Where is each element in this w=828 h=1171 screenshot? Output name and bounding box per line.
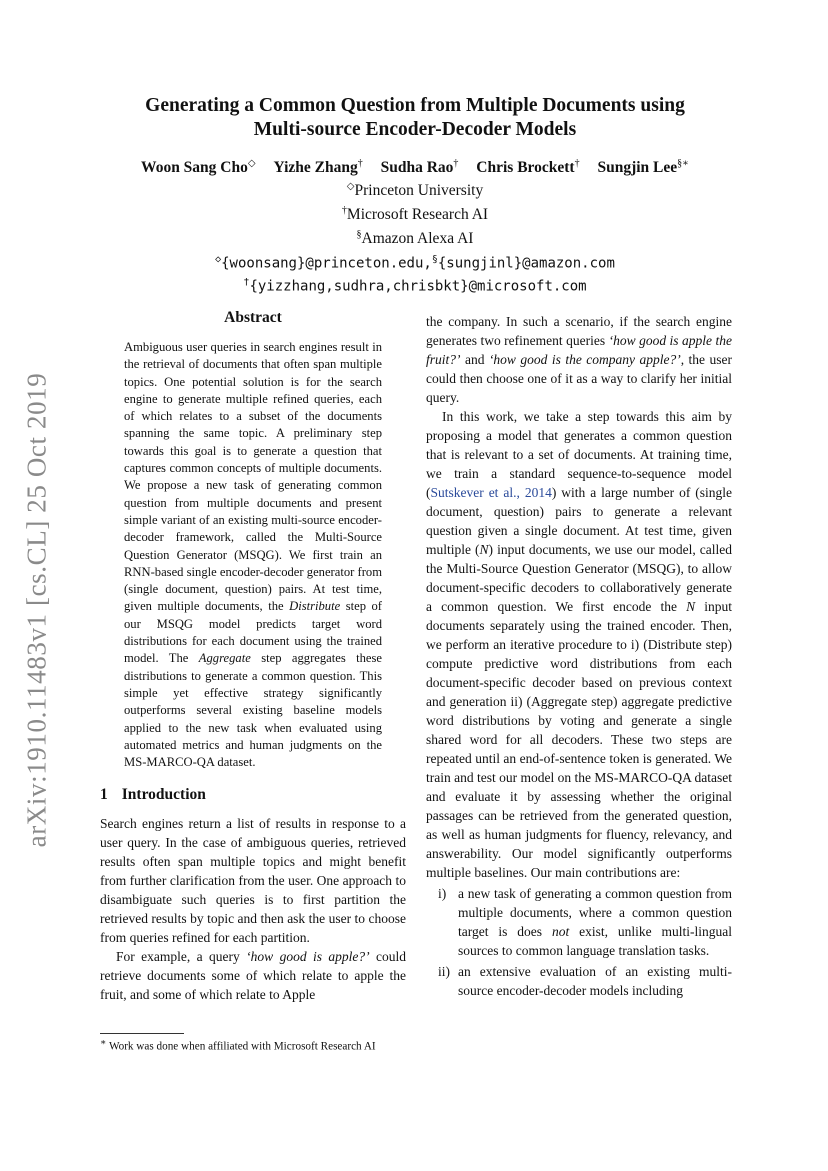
right-paragraph-1: the company. In such a scenario, if the search engine generates two refinement queries ‘how good is apple the fruit?’ and ‘how good is the company apple?’, the user could then choose one of it as a way to clarify her initial query.: [426, 314, 733, 405]
section-heading-introduction: 1 Introduction: [100, 786, 206, 804]
author: Sungjin Lee§∗: [597, 158, 689, 177]
paper-title: [100, 94, 730, 142]
arxiv-identifier: arXiv:1910.11483v1 [cs.CL] 25 Oct 2019: [21, 372, 52, 848]
intro-paragraph-2: For example, a query ‘how good is apple?’ could retrieve documents some of which relate to apple the fruit, and some of which relate to Apple: [100, 949, 406, 1003]
author: Woon Sang Cho◇: [141, 158, 256, 177]
paper-header: [100, 94, 730, 297]
author: Sudha Rao†: [380, 158, 459, 177]
footnote: ∗ Work was done when affiliated with Microsoft Research AI: [100, 1038, 376, 1053]
right-paragraph-2: In this work, we take a step towards this aim by proposing a model that generates a common question that is relevant to a set of documents. At training time, we train a standard sequence-to-sequence model (Sutskever et al., 2014) with a large number of (single document, question) pairs to generate a relevant question given a single document. At test time, given multiple (N) input documents, we use our model, called the Multi-Source Question Generator (MSQG), to allow document-specific decoders to collaboratively generate a common question. We first encode the N input documents separately using the trained encoder. Then, we perform an iterative procedure to i) (Distribute step) compute predictive word distributions from each document-specific decoder based on previous context and generation ii) (Aggregate step) aggregate predictive word distributions by voting and generate a single shared word for all decoders. These two steps are repeated until an end-of-sentence token is generated. We train and test our model on the MS-MARCO-QA dataset and evaluate it by assessing whether the original passages can be retrieved from the generated question, as well as human judgments for fluency, relevancy, and answerability. Our model significantly outperforms multiple baselines. Our main contributions are:: [426, 409, 733, 880]
citation-link[interactable]: Sutskever et al., 2014: [430, 485, 552, 500]
list-item: i) a new task of generating a common question from multiple documents, where a common question target is does not exist, unlike multi-lingual sources to common language translation tasks.: [438, 886, 732, 958]
author-list: [100, 158, 730, 177]
title-line-1: Generating a Common Question from Multiple Documents using: [145, 95, 685, 116]
abstract-text: Ambiguous user queries in search engines result in the retrieval of documents that often span multiple topics. One potential solution is for the search engine to generate multiple refined queries, each of which relates to a subset of the documents spanning the same topic. A preliminary step towards this goal is to generate a question that captures common concepts of multiple documents. We propose a new task of generating common question from multiple documents and present simple variant of an existing multi-source encoder-decoder framework, called the Multi-Source Question Generator (MSQG). We first train an RNN-based single encoder-decoder generator from (single document, question) pairs. At test time, given multiple documents, the Distribute step of our MSQG model predicts target word distributions for each document using the trained model. The Aggregate step aggregates these distributions to generate a common question. This simple yet effective strategy significantly outperforms several existing baseline models applied to the new task when evaluated using automated metrics and human judgments on the MS-MARCO-QA dataset.: [124, 340, 383, 770]
intro-paragraph-1: Search engines return a list of results in response to a user query. In the case of ambiguous queries, retrieved results often span multiple topics and might benefit from further clarification from the user. One approach to disambiguate such queries is to first partition the retrieved results by topic and then ask the user to choose from queries refined for each partition.: [100, 816, 406, 946]
contribution-list: [426, 884, 732, 1000]
email-line-2: †{yizzhang,sudhra,chrisbkt}@microsoft.com: [243, 277, 587, 295]
list-item: ii) an extensive evaluation of an existing multi-source encoder-decoder models including: [438, 964, 732, 998]
arxiv-sidebar: [21, 372, 52, 848]
author: Yizhe Zhang†: [273, 158, 363, 177]
affiliation: †Microsoft Research AI: [341, 205, 489, 224]
right-column: [426, 312, 732, 1002]
abstract-heading: Abstract: [224, 309, 282, 326]
affiliation: §Amazon Alexa AI: [356, 229, 474, 248]
footnote-divider: [100, 1033, 184, 1034]
affiliation: ◇Princeton University: [346, 181, 484, 200]
left-column: [100, 308, 406, 1004]
author: Chris Brockett†: [476, 158, 580, 177]
title-line-2: Multi-source Encoder-Decoder Models: [253, 119, 577, 140]
email-line-1: ◇{woonsang}@princeton.edu,§{sungjinl}@amazon.com: [215, 253, 615, 272]
